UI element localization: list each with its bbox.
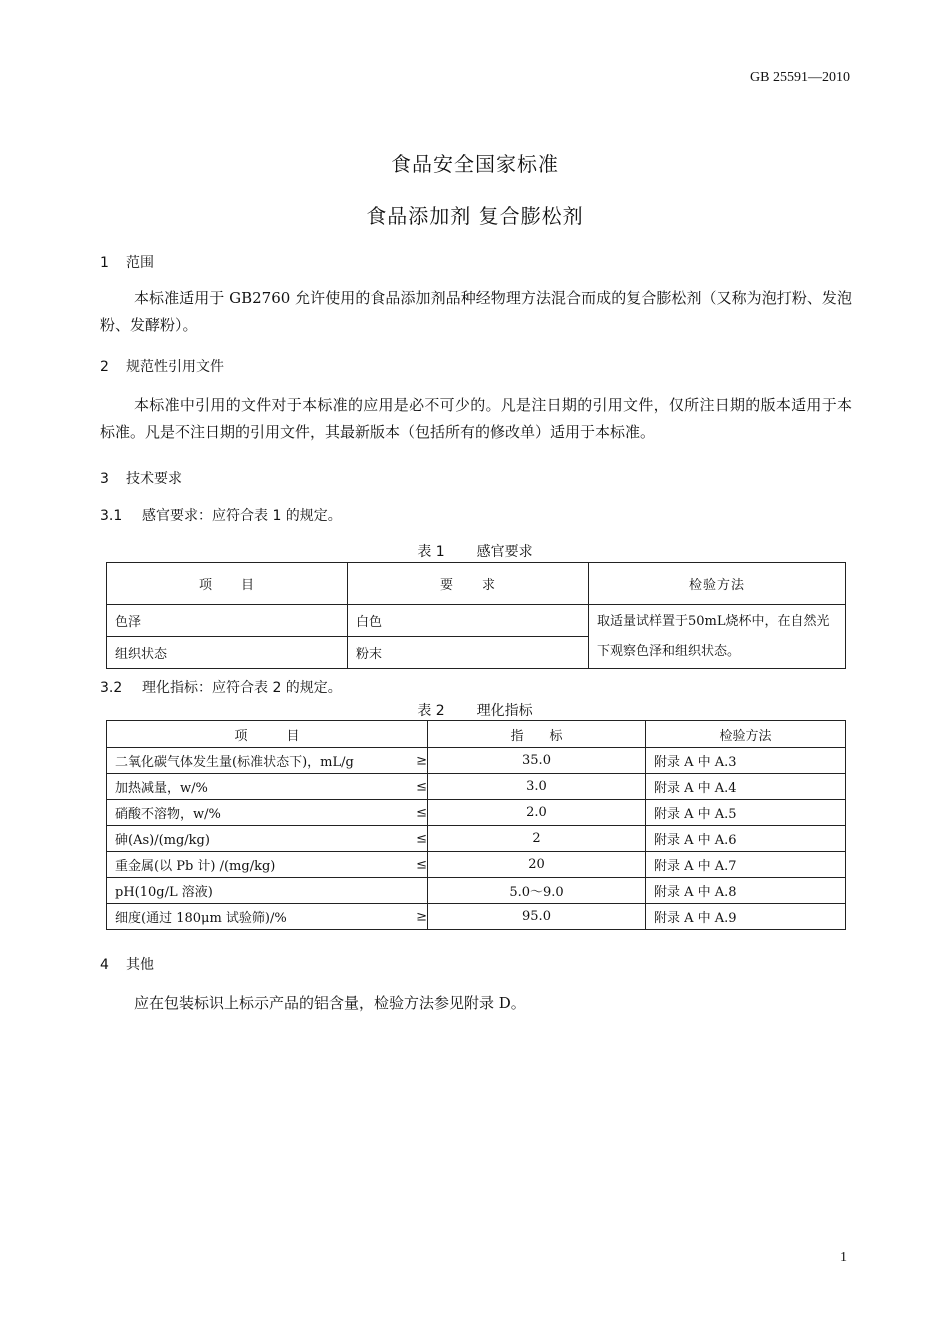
table-row xyxy=(107,904,846,930)
section-3-1-heading xyxy=(100,505,342,525)
row-value: 95.0 xyxy=(428,904,646,930)
section-title: 理化指标：应符合表 2 的规定。 xyxy=(142,680,342,696)
section-title: 范围 xyxy=(126,255,154,271)
item-label: 砷(As)/(mg/kg) xyxy=(115,833,210,848)
section-number: 3.1 xyxy=(100,508,123,524)
table-row xyxy=(107,605,846,637)
comparison-symbol: ≥ xyxy=(416,753,427,768)
item-label: pH(10g/L 溶液) xyxy=(115,885,213,900)
physicochemical-indicators-table xyxy=(106,720,846,930)
table-row xyxy=(107,748,846,774)
section-1-text: 本标准适用于 GB2760 允许使用的食品添加剂品种经物理方法混合而成的复合膨松剂（又称为泡打粉、发泡粉、发酵粉）。 xyxy=(100,289,852,334)
table-row xyxy=(107,774,846,800)
row-method: 附录 A 中 A.5 xyxy=(646,800,846,826)
table-1-caption xyxy=(0,541,950,561)
row-method: 附录 A 中 A.3 xyxy=(646,748,846,774)
row-item xyxy=(107,826,428,852)
section-number: 2 xyxy=(100,359,109,375)
item-label: 细度(通过 180μm 试验筛)/% xyxy=(115,911,287,926)
section-1-heading xyxy=(100,252,154,272)
inspection-method: 取适量试样置于50mL烧杯中，在自然光下观察色泽和组织状态。 xyxy=(589,605,846,669)
header-method: 检验方法 xyxy=(589,563,846,605)
row-item xyxy=(107,878,428,904)
row-item xyxy=(107,904,428,930)
section-title: 其他 xyxy=(126,957,154,973)
page-number: 1 xyxy=(840,1250,847,1265)
section-title: 技术要求 xyxy=(126,471,182,487)
section-title: 感官要求：应符合表 1 的规定。 xyxy=(142,508,342,524)
table-2-caption xyxy=(0,700,950,720)
caption-title: 理化指标 xyxy=(476,703,533,719)
table-row xyxy=(107,878,846,904)
row-item xyxy=(107,748,428,774)
row-method: 附录 A 中 A.7 xyxy=(646,852,846,878)
header-indicator: 指 标 xyxy=(428,721,646,748)
section-number: 4 xyxy=(100,957,109,973)
header-item: 项 目 xyxy=(107,721,428,748)
document-subtitle: 食品添加剂 复合膨松剂 xyxy=(366,204,584,228)
row-method: 附录 A 中 A.4 xyxy=(646,774,846,800)
row-method: 附录 A 中 A.6 xyxy=(646,826,846,852)
section-4-heading xyxy=(100,954,154,974)
comparison-symbol: ≥ xyxy=(416,909,427,924)
header-method: 检验方法 xyxy=(646,721,846,748)
table-row xyxy=(107,852,846,878)
row-value: 2.0 xyxy=(428,800,646,826)
sensory-requirements-table xyxy=(106,562,846,669)
comparison-symbol: ≤ xyxy=(416,831,427,846)
caption-number: 表 2 xyxy=(417,703,445,719)
section-number: 3.2 xyxy=(100,680,123,696)
section-4-text: 应在包装标识上标示产品的铝含量，检验方法参见附录 D。 xyxy=(134,994,526,1012)
row-requirement: 白色 xyxy=(348,605,589,637)
caption-title: 感官要求 xyxy=(476,544,533,560)
row-method: 附录 A 中 A.8 xyxy=(646,878,846,904)
section-3-heading xyxy=(100,468,182,488)
section-number: 3 xyxy=(100,471,109,487)
standard-code: GB 25591—2010 xyxy=(750,70,850,85)
table-row xyxy=(107,800,846,826)
row-requirement: 粉末 xyxy=(348,637,589,669)
row-method: 附录 A 中 A.9 xyxy=(646,904,846,930)
item-label: 重金属(以 Pb 计) /(mg/kg) xyxy=(115,859,276,874)
header-item: 项 目 xyxy=(107,563,348,605)
comparison-symbol: ≤ xyxy=(416,857,427,872)
row-value: 20 xyxy=(428,852,646,878)
document-title: 食品安全国家标准 xyxy=(391,152,559,176)
row-item: 组织状态 xyxy=(107,637,348,669)
row-value: 3.0 xyxy=(428,774,646,800)
row-item xyxy=(107,800,428,826)
item-label: 硝酸不溶物，w/% xyxy=(115,807,221,822)
row-item xyxy=(107,774,428,800)
header-requirement: 要 求 xyxy=(348,563,589,605)
row-item xyxy=(107,852,428,878)
comparison-symbol: ≤ xyxy=(416,805,427,820)
row-item: 色泽 xyxy=(107,605,348,637)
section-2-text: 本标准中引用的文件对于本标准的应用是必不可少的。凡是注日期的引用文件，仅所注日期的版本适用于本标准。凡是不注日期的引用文件，其最新版本（包括所有的修改单）适用于本标准。 xyxy=(100,396,852,441)
section-number: 1 xyxy=(100,255,109,271)
section-2-heading xyxy=(100,356,224,376)
item-label: 加热减量，w/% xyxy=(115,781,208,796)
caption-number: 表 1 xyxy=(417,544,445,560)
table-row xyxy=(107,826,846,852)
row-value: 2 xyxy=(428,826,646,852)
table-header-row xyxy=(107,563,846,605)
section-title: 规范性引用文件 xyxy=(126,359,224,375)
row-value: 35.0 xyxy=(428,748,646,774)
comparison-symbol: ≤ xyxy=(416,779,427,794)
row-value: 5.0～9.0 xyxy=(428,878,646,904)
section-3-2-heading xyxy=(100,677,342,697)
table-header-row xyxy=(107,721,846,748)
item-label: 二氧化碳气体发生量(标准状态下)，mL/g xyxy=(115,755,354,770)
